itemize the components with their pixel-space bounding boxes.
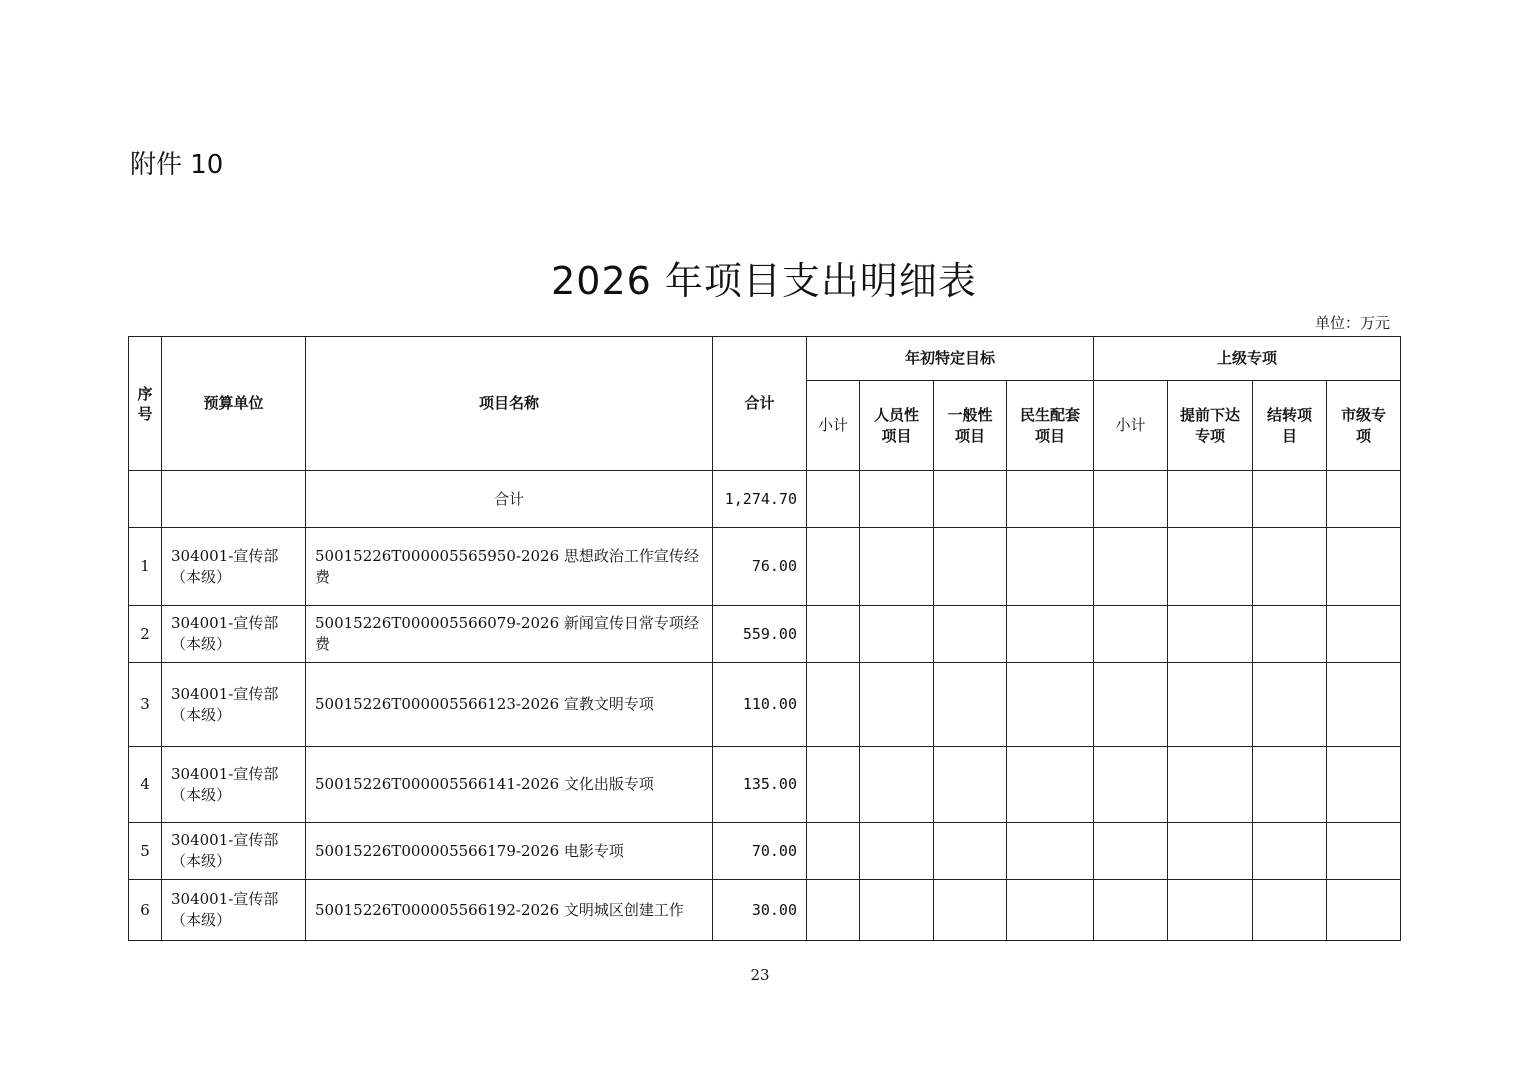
row-unit: 304001-宣传部（本级） [162, 823, 306, 880]
attachment-label: 附件 10 [130, 150, 224, 180]
header-unit: 预算单位 [162, 337, 306, 471]
header-superior-subtotal: 小计 [1094, 381, 1168, 471]
total-row [129, 471, 1401, 528]
row-total: 70.00 [713, 823, 807, 880]
header-year-start-subtotal: 小计 [807, 381, 860, 471]
header-general-projects: 一般性项目 [934, 381, 1007, 471]
header-project: 项目名称 [306, 337, 713, 471]
row-unit: 304001-宣传部（本级） [162, 880, 306, 941]
total-row-amount: 1,274.70 [713, 471, 807, 528]
header-carryover-projects: 结转项目 [1253, 381, 1327, 471]
table-row [129, 823, 1401, 880]
table-row [129, 747, 1401, 823]
header-municipal-special: 市级专项 [1327, 381, 1401, 471]
page-number: 23 [750, 966, 770, 984]
row-project: 50015226T000005566179-2026 电影专项 [306, 823, 713, 880]
row-project: 50015226T000005565950-2026 思想政治工作宣传经费 [306, 528, 713, 606]
row-project: 50015226T000005566192-2026 文明城区创建工作 [306, 880, 713, 941]
row-seq: 2 [129, 606, 162, 663]
row-total: 110.00 [713, 663, 807, 747]
row-total: 135.00 [713, 747, 807, 823]
table-row [129, 880, 1401, 941]
header-livelihood-projects: 民生配套项目 [1007, 381, 1094, 471]
row-project: 50015226T000005566079-2026 新闻宣传日常专项经费 [306, 606, 713, 663]
row-total: 559.00 [713, 606, 807, 663]
project-expenditure-table [128, 336, 1401, 941]
unit-label: 单位：万元 [1314, 314, 1390, 332]
header-seq: 序号 [129, 337, 162, 471]
row-unit: 304001-宣传部（本级） [162, 747, 306, 823]
table-row [129, 528, 1401, 606]
row-unit: 304001-宣传部（本级） [162, 663, 306, 747]
header-advance-special: 提前下达专项 [1168, 381, 1253, 471]
row-project: 50015226T000005566141-2026 文化出版专项 [306, 747, 713, 823]
row-unit: 304001-宣传部（本级） [162, 528, 306, 606]
row-unit: 304001-宣传部（本级） [162, 606, 306, 663]
row-project: 50015226T000005566123-2026 宣教文明专项 [306, 663, 713, 747]
row-seq: 6 [129, 880, 162, 941]
table-row [129, 606, 1401, 663]
total-row-label: 合计 [306, 471, 713, 528]
row-seq: 4 [129, 747, 162, 823]
table-row [129, 663, 1401, 747]
row-seq: 1 [129, 528, 162, 606]
row-total: 30.00 [713, 880, 807, 941]
row-seq: 5 [129, 823, 162, 880]
header-total: 合计 [713, 337, 807, 471]
row-seq: 3 [129, 663, 162, 747]
header-personnel-projects: 人员性项目 [860, 381, 934, 471]
row-total: 76.00 [713, 528, 807, 606]
header-group-superior: 上级专项 [1094, 337, 1401, 381]
header-group-year-start: 年初特定目标 [807, 337, 1094, 381]
page-title: 2026 年项目支出明细表 [551, 259, 977, 303]
